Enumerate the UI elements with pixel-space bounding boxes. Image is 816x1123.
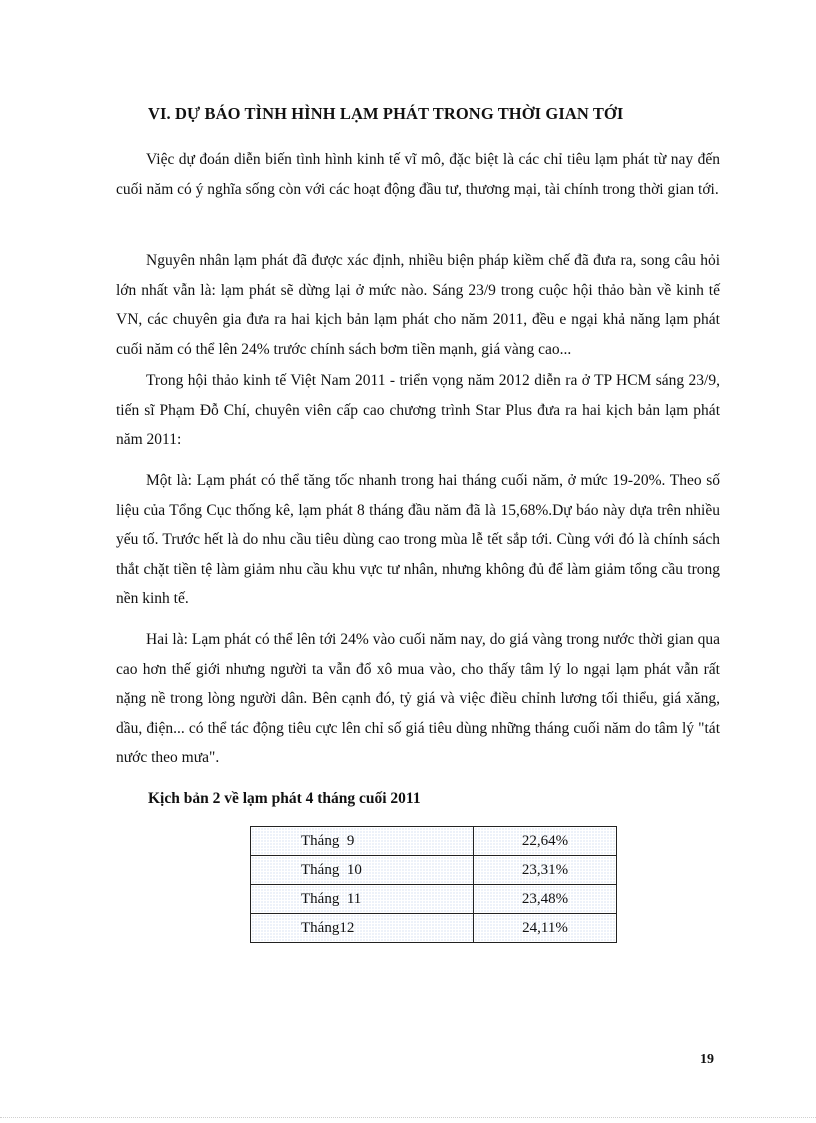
paragraph-intro: Việc dự đoán diễn biến tình hình kinh tế vĩ mô, đặc biệt là các chỉ tiêu lạm phát từ nay đến cuối năm có ý nghĩa sống còn với các hoạt động đầu tư, thương mại, tài chính trong thời gian tới. (116, 151, 720, 198)
value-cell: 23,48% (474, 885, 617, 914)
table-row (251, 914, 617, 943)
month-cell: Tháng 9 (251, 827, 474, 856)
value-cell: 23,31% (474, 856, 617, 885)
paragraph-conference: Trong hội thảo kinh tế Việt Nam 2011 - triển vọng năm 2012 diễn ra ở TP HCM sáng 23/9, tiến sĩ Phạm Đỗ Chí, chuyên viên cấp cao chương trình Star Plus đưa ra hai kịch bản lạm phát năm 2011: (116, 372, 720, 448)
table-row (251, 827, 617, 856)
paragraph-causes: Nguyên nhân lạm phát đã được xác định, nhiều biện pháp kiềm chế đã đưa ra, song câu hỏi lớn nhất vẫn là: lạm phát sẽ dừng lại ở mức nào. Sáng 23/9 trong cuộc hội thảo bàn về kinh tế VN, các chuyên gia đưa ra hai kịch bản lạm phát cho năm 2011, đều e ngại khả năng lạm phát cuối năm có thể lên 24% trước chính sách bơm tiền mạnh, giá vàng cao... (116, 252, 720, 358)
paragraph-scenario-one: Một là: Lạm phát có thể tăng tốc nhanh trong hai tháng cuối năm, ở mức 19-20%. Theo số liệu của Tổng Cục thống kê, lạm phát 8 tháng đầu năm đã là 15,68%.Dự báo này dựa trên nhiều yếu tố. Trước hết là do nhu cầu tiêu dùng cao trong mùa lễ tết sắp tới. Cùng với đó là chính sách thắt chặt tiền tệ làm giảm nhu cầu khu vực tư nhân, nhưng không đủ để làm giảm tổng cầu trong nền kinh tế. (116, 472, 720, 607)
month-cell: Tháng 10 (251, 856, 474, 885)
inflation-table (250, 826, 617, 943)
paragraph-scenario-two: Hai là: Lạm phát có thể lên tới 24% vào cuối năm nay, do giá vàng trong nước thời gian qua cao hơn thế giới nhưng người ta vẫn đổ xô mua vào, cho thấy tâm lý lo ngại lạm phát vẫn rất nặng nề trong lòng người dân. Bên cạnh đó, tỷ giá và việc điều chỉnh lương tối thiểu, giá xăng, dầu, điện... có thể tác động tiêu cực lên chỉ số giá tiêu dùng những tháng cuối năm do tâm lý "tát nước theo mưa". (116, 631, 720, 766)
page-bottom-divider (0, 1117, 816, 1118)
month-cell: Tháng12 (251, 914, 474, 943)
value-cell: 22,64% (474, 827, 617, 856)
table-title: Kịch bản 2 về lạm phát 4 tháng cuối 2011 (148, 790, 421, 807)
page-number: 19 (700, 1052, 714, 1067)
table-row (251, 856, 617, 885)
month-cell: Tháng 11 (251, 885, 474, 914)
value-cell: 24,11% (474, 914, 617, 943)
section-heading: VI. DỰ BÁO TÌNH HÌNH LẠM PHÁT TRONG THỜI GIAN TỚI (148, 104, 624, 123)
table-row (251, 885, 617, 914)
